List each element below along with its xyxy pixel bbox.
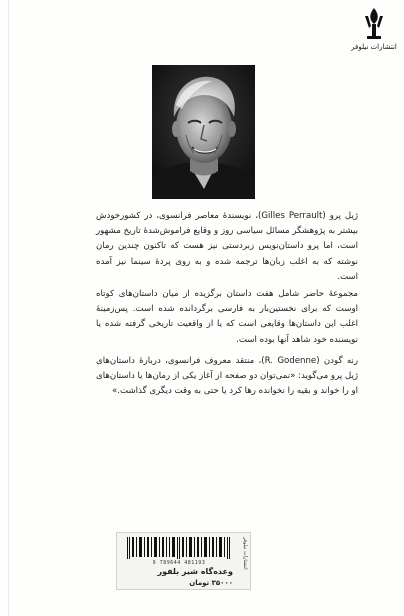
paragraph-critic-quote: رنه گودن (R. Godenne)، منتقد معروف فرانسوی، دربارهٔ داستان‌های ژیل پرو می‌گوید: «نمی‌توان دو صفحه از آغاز یکی از رمان‌ها یا داستان‌های او را خواند و بقیه را نخوانده رها کرد یا حتی به وقت دیگری گذاشت.»	[96, 355, 359, 397]
lamp-logo-icon	[359, 6, 389, 42]
sticker-publisher: انتشارات نیلوفر	[242, 537, 248, 570]
barcode	[125, 537, 233, 559]
barcode-price-sticker	[116, 532, 251, 590]
sticker-price: ۳۵۰۰۰ تومان	[189, 579, 233, 587]
author-portrait-photo	[152, 65, 255, 199]
paragraph-collection-summary: مجموعهٔ حاضر شامل هفت داستان برگزیده از میان داستان‌های کوتاه اوست که برای نخستین‌بار به فارسی برگردانده شده است. پس‌زمینهٔ اغلب این داستان‌ها وقایعی است که یا از واقعیت تاریخی گرفته شده یا نویسنده خود شاهد آنها بوده است.	[96, 289, 358, 345]
publisher-logo	[350, 6, 398, 54]
publisher-name: انتشارات نیلوفر	[351, 43, 397, 51]
page-edge-line	[8, 0, 9, 616]
book-description	[96, 209, 358, 401]
barcode-digits: 9 789644 481193	[152, 560, 206, 566]
paragraph-author-intro: ژیل پرو (Gilles Perrault)، نویسندهٔ معاصر فرانسوی، در کشورخودش بیشتر به پژوهشگر مسائل سیاسی روز و وقایع فراموش‌شدهٔ تاریخ مشهور است، اما پرو داستان‌نویس زبردستی نیز هست که تاکنون چندین رمان نوشته که به اغلب زبان‌ها ترجمه شده و به روی پردهٔ سینما نیز آمده است.	[96, 211, 358, 282]
sticker-book-title: وعده‌گاه شیر بلفور	[157, 567, 233, 576]
